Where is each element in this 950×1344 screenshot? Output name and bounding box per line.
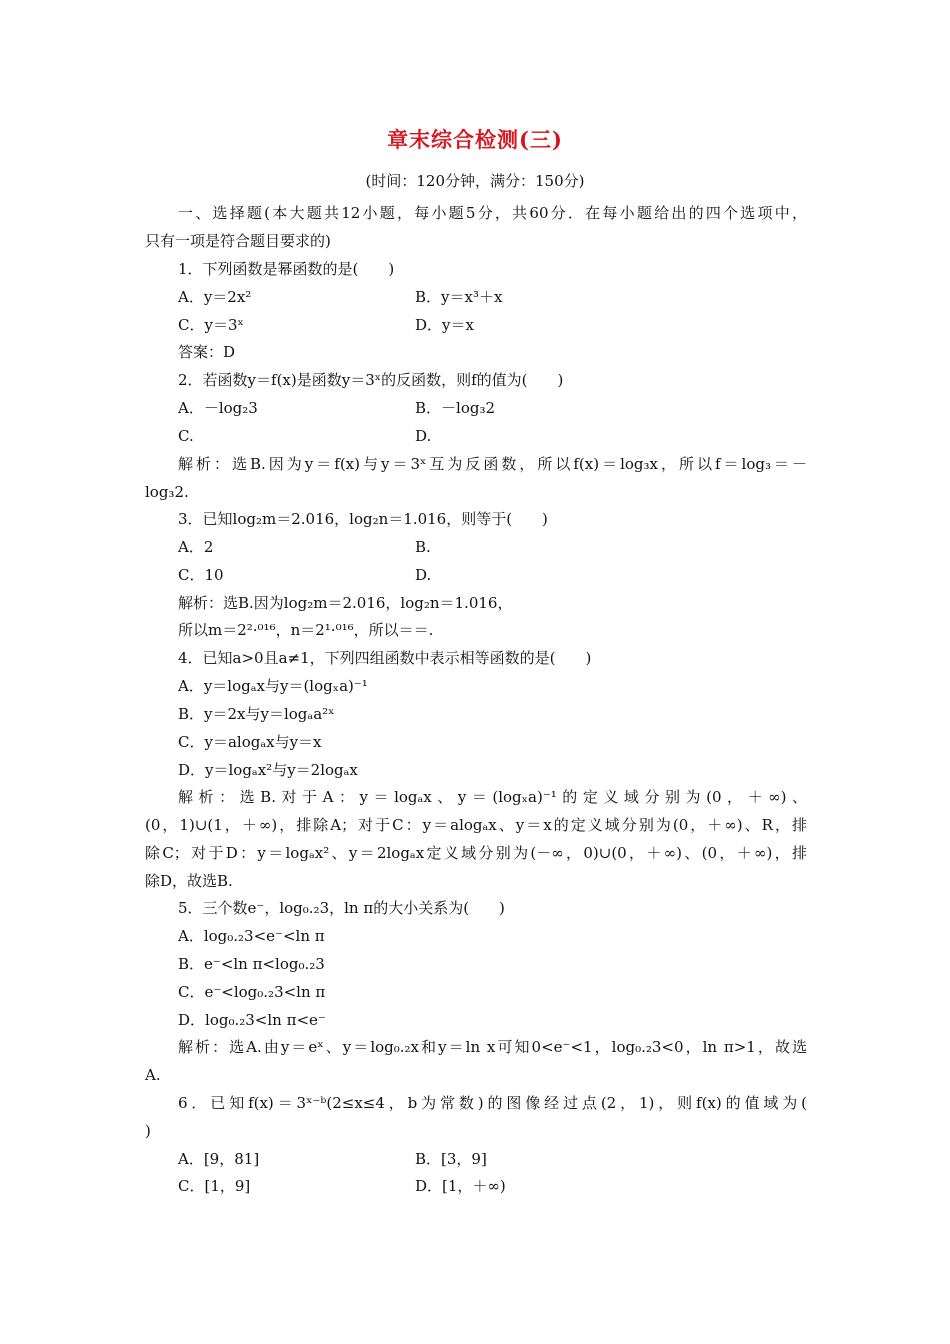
q1-option-b: B．y＝x³＋x (415, 288, 503, 306)
q3-option-d: D. (415, 566, 432, 584)
q2-option-a: A．－log₂3 (178, 399, 258, 417)
q2-option-b: B．－log₃2 (415, 399, 496, 417)
q3-option-a: A．2 (178, 538, 214, 556)
q4-option-c: C．y＝alogₐx与y＝x (178, 733, 322, 751)
q3-explanation: 解析：选B.因为log₂m＝2.016，log₂n＝1.016， (178, 594, 513, 612)
q4-explanation-line4: 除D，故选B. (145, 872, 233, 890)
q4-explanation-line2: (0，1)∪(1，＋∞)，排除A；对于C：y＝alogₐx、y＝x的定义域分别为(0，＋∞)、R，排 (145, 816, 807, 834)
q5-option-a: A．log₀.₂3<e⁻<ln π (178, 927, 325, 945)
q4-explanation-line3: 除C；对于D：y＝logₐx²、y＝2logₐx定义域分别为(－∞，0)∪(0，＋∞)、(0，＋∞)，排 (145, 844, 807, 862)
q6-option-c: C．[1，9] (178, 1177, 251, 1195)
q5-explanation: 解析：选A.由y＝eˣ、y＝log₀.₂x和y＝ln x可知0<e⁻<1，log₀.₂3<0，ln π>1，故选 (178, 1038, 807, 1056)
q4-explanation: 解析：选B.对于A：y＝logₐx、y＝(logₓa)⁻¹的定义域分别为(0，＋∞)、 (178, 788, 807, 806)
q1-option-d: D．y＝x (415, 316, 474, 334)
question-6-stem-cont: ) (145, 1122, 151, 1140)
q5-option-b: B．e⁻<ln π<log₀.₂3 (178, 955, 325, 973)
q4-option-a: A．y＝logₐx与y＝(logₓa)⁻¹ (178, 677, 368, 695)
section-heading: 一、选择题(本大题共12小题，每小题5分，共60分．在每小题给出的四个选项中， (178, 204, 807, 222)
section-heading-cont: 只有一项是符合题目要求的) (145, 232, 331, 250)
q1-answer: 答案：D (178, 343, 236, 361)
question-1-stem: 1．下列函数是幂函数的是( ) (178, 260, 395, 278)
exam-info: (时间：120分钟，满分：150分) (365, 172, 585, 190)
q3-option-b: B. (415, 538, 431, 556)
q4-option-d: D．y＝logₐx²与y＝2logₐx (178, 761, 358, 779)
q3-explanation-cont: 所以m＝2²·⁰¹⁶，n＝2¹·⁰¹⁶，所以＝＝. (178, 621, 434, 639)
q2-option-c: C. (178, 427, 194, 445)
q5-explanation-cont: A. (145, 1066, 161, 1084)
q6-option-b: B．[3，9] (415, 1150, 487, 1168)
question-2-stem: 2．若函数y＝f(x)是函数y＝3ˣ的反函数，则f的值为( ) (178, 371, 564, 389)
page-title: 章末综合检测(三) (387, 127, 563, 152)
question-5-stem: 5．三个数e⁻，log₀.₂3，ln π的大小关系为( ) (178, 899, 505, 917)
q1-option-c: C．y＝3ˣ (178, 316, 244, 334)
q5-option-d: D．log₀.₂3<ln π<e⁻ (178, 1011, 326, 1029)
question-4-stem: 4．已知a>0且a≠1，下列四组函数中表示相等函数的是( ) (178, 649, 592, 667)
q3-option-c: C．10 (178, 566, 224, 584)
q1-option-a: A．y＝2x² (178, 288, 252, 306)
q6-option-d: D．[1，＋∞) (415, 1177, 506, 1195)
q2-explanation-cont: log₃2. (145, 483, 189, 501)
question-6-stem: 6．已知f(x)＝3ˣ⁻ᵇ(2≤x≤4，b为常数)的图像经过点(2，1)，则f(x)的值域为( (178, 1094, 807, 1112)
q2-explanation: 解析：选B.因为y＝f(x)与y＝3ˣ互为反函数，所以f(x)＝log₃x，所以f＝log₃＝－ (178, 455, 807, 473)
q2-option-d: D. (415, 427, 432, 445)
q5-option-c: C．e⁻<log₀.₂3<ln π (178, 983, 326, 1001)
q4-option-b: B．y＝2x与y＝logₐa²ˣ (178, 705, 335, 723)
question-3-stem: 3．已知log₂m＝2.016，log₂n＝1.016，则等于( ) (178, 510, 548, 528)
q6-option-a: A．[9，81] (178, 1150, 260, 1168)
